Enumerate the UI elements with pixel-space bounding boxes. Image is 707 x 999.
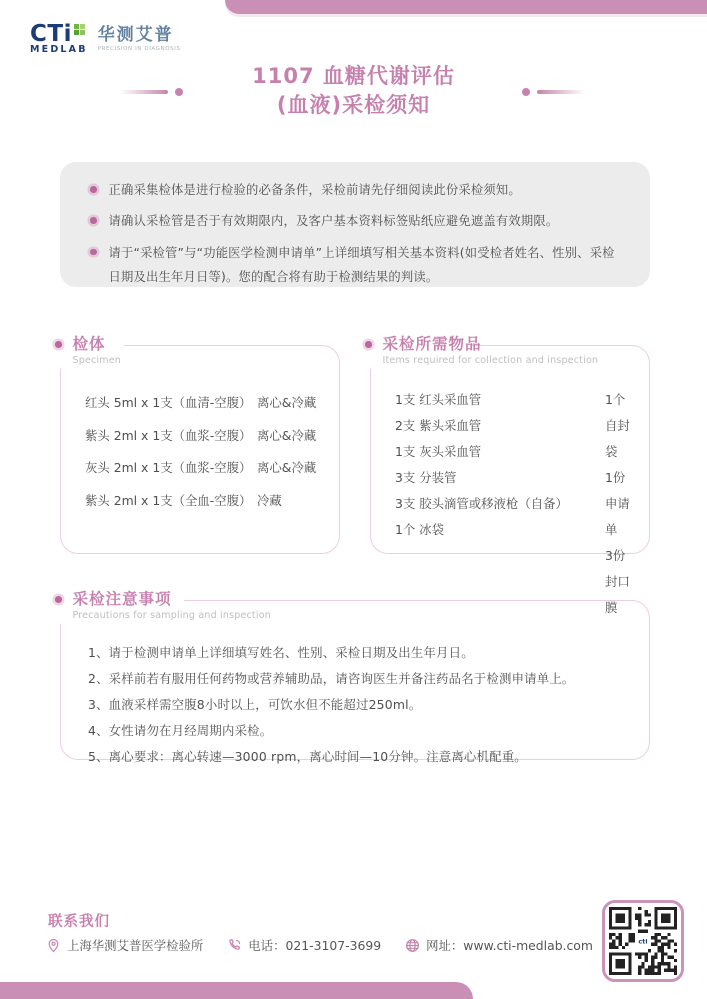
specimen-tube: 红头 5ml x 1支（血清-空腹） (85, 395, 252, 410)
page-title-line2: (血液)采检须知 (276, 93, 431, 118)
specimen-row (85, 491, 326, 511)
specimen-tube: 灰头 2ml x 1支（血浆-空腹） (85, 460, 252, 475)
logo-left (30, 21, 88, 55)
items-column-1 (395, 387, 636, 543)
cti-medlab-logo (30, 21, 181, 55)
page-title-line1: 1107 血糖代谢评估 (252, 64, 455, 88)
items-panel-header (365, 336, 598, 366)
specimen-tube: 紫头 2ml x 1支（全血-空腹） (85, 492, 252, 508)
item: 1个 冰袋 (395, 522, 444, 537)
bullet-dot-icon (90, 186, 97, 193)
items-title-cn: 采检所需物品 (382, 335, 482, 353)
bullet-dot-icon (90, 249, 97, 256)
items-title-en: Items required for collection and inspection (382, 355, 599, 366)
qr-code (602, 900, 684, 982)
contact-title: 联系我们 (48, 914, 110, 930)
precautions-panel (60, 590, 650, 764)
contact-address-text: 上海华测艾普医学检验所 (67, 938, 204, 953)
precaution-item: 4、女性请勿在月经周期内采检。 (88, 723, 273, 738)
contact-website (405, 936, 593, 954)
notice-item (90, 242, 620, 290)
precaution-item: 1、请于检测申请单上详细填写姓名、性别、采检日期及出生年月日。 (88, 645, 474, 660)
item: 1个 自封袋 (605, 392, 630, 459)
title-decoration-right (522, 88, 585, 96)
item: 3份 封口膜 (605, 548, 630, 615)
page-title (0, 62, 707, 121)
specimen-handling: 离心&冷藏 (257, 427, 317, 443)
contact-address (46, 936, 203, 954)
bullet-dot-icon (90, 217, 97, 224)
logo-medlab-text: MEDLAB (30, 44, 88, 55)
specimen-handling: 离心&冷藏 (257, 460, 317, 475)
precaution-item: 3、血液采样需空腹8小时以上，可饮水但不能超过250ml。 (88, 697, 422, 712)
contact-website-text: 网址：www.cti-medlab.com (426, 938, 593, 953)
notice-box (60, 162, 650, 287)
specimen-panel (60, 335, 340, 554)
notice-item (90, 179, 620, 203)
bottom-corner-bar (0, 982, 473, 999)
notice-text: 请于“采检管”与“功能医学检测申请单”上详细填写相关基本资料(如受检者姓名、性别、采检日期及出生年月日等)。您的配合将有助于检测结果的判读。 (108, 245, 615, 284)
logo-cti-text: CTi (30, 21, 72, 47)
specimen-handling: 冷藏 (257, 492, 282, 508)
item: 1份 申请单 (605, 470, 630, 537)
section-bullet-icon (55, 596, 62, 603)
item: 2支 紫头采血管 (395, 418, 482, 433)
precautions-title-en: Precautions for sampling and inspection (72, 610, 271, 621)
top-corner-bar (225, 0, 707, 14)
logo-right (98, 24, 181, 52)
precaution-item: 5、离心要求：离心转速—3000 rpm，离心时间—10分钟。注意离心机配重。 (88, 749, 527, 764)
items-column-2 (605, 387, 636, 621)
specimen-handling: 离心&冷藏 (257, 395, 317, 410)
item: 3支 胶头滴管或移液枪（自备） (395, 496, 568, 511)
location-pin-icon (46, 938, 61, 953)
items-panel (370, 335, 650, 615)
item: 1支 灰头采血管 (395, 444, 482, 459)
specimen-title-cn: 检体 (72, 335, 106, 353)
globe-icon (405, 938, 420, 953)
specimen-row (85, 426, 326, 446)
precaution-item: 2、采样前若有服用任何药物或营养辅助品，请咨询医生并备注药品名于检测申请单上。 (88, 671, 575, 686)
section-bullet-icon (365, 341, 372, 348)
item: 1支 红头采血管 (395, 392, 482, 407)
logo-squares-icon (74, 24, 85, 35)
specimen-row (85, 393, 326, 413)
contact-phone (227, 936, 381, 954)
section-bullet-icon (55, 341, 62, 348)
contact-phone-text: 电话：021-3107-3699 (248, 938, 382, 953)
specimen-panel-header (55, 336, 121, 366)
phone-icon (227, 938, 242, 953)
precautions-title-cn: 采检注意事项 (72, 590, 172, 608)
contact-row (46, 936, 593, 954)
precautions-panel-header (55, 591, 271, 621)
logo-cn-name: 华测艾普 (97, 25, 174, 45)
specimen-row (85, 458, 326, 478)
notice-text: 正确采集检体是进行检验的必备条件，采检前请先仔细阅读此份采检须知。 (108, 183, 521, 197)
notice-text: 请确认采检管是否于有效期限内，及客户基本资料标签贴纸应避免遮盖有效期限。 (108, 214, 559, 229)
svg-text:cti: cti (638, 937, 648, 946)
item: 3支 分装管 (395, 470, 457, 485)
title-decoration-left (120, 88, 183, 96)
specimen-tube: 紫头 2ml x 1支（血浆-空腹） (85, 427, 252, 443)
specimen-title-en: Specimen (72, 355, 121, 366)
logo-tagline: PRECISION IN DIAGNOSIS (97, 46, 181, 52)
notice-item (90, 210, 620, 234)
